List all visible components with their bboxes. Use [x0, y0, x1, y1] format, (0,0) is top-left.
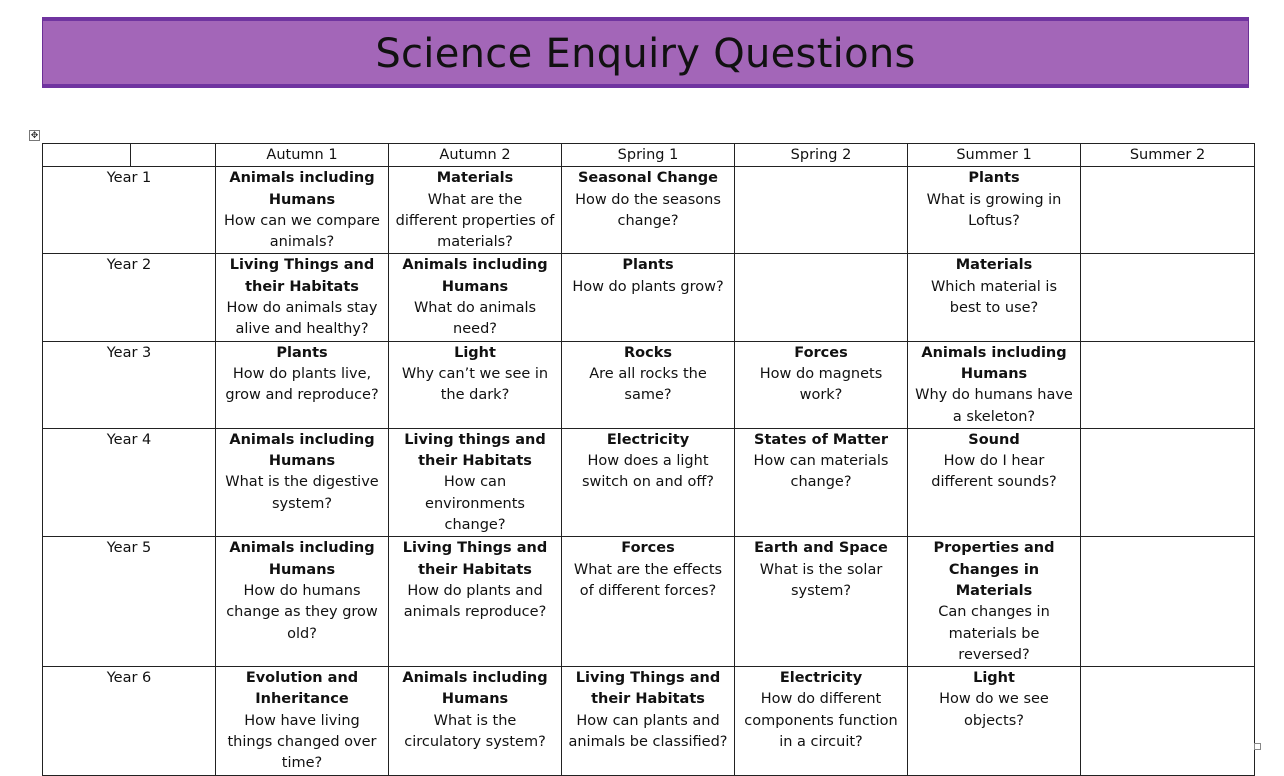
topic-title: Forces [794, 344, 848, 361]
enquiry-question: How can we compare animals? [224, 212, 380, 251]
topic-title: Animals including Humans [921, 344, 1067, 382]
enquiry-question: What is the digestive system? [225, 474, 379, 512]
table-row [43, 254, 1255, 341]
topic-cell [908, 428, 1081, 536]
table-row [43, 341, 1255, 428]
topic-title: Properties and Changes in Materials [933, 540, 1055, 599]
topic-title: Animals including Humans [229, 540, 375, 578]
enquiry-question: How have living things changed over time? [227, 712, 377, 772]
topic-title: Animals including Humans [402, 670, 548, 708]
topic-cell [908, 341, 1081, 428]
topic-cell [562, 667, 735, 775]
topic-title: Earth and Space [754, 540, 888, 557]
enquiry-question: How do magnets work? [759, 365, 883, 404]
topic-cell [389, 341, 562, 428]
topic-title: Plants [622, 257, 674, 274]
topic-cell [562, 341, 735, 428]
topic-cell [216, 537, 389, 667]
topic-cell [216, 254, 389, 341]
enquiry-question: Why can’t we see in the dark? [401, 365, 549, 404]
enquiry-question: Which material is best to use? [930, 278, 1058, 317]
topic-title: Rocks [624, 344, 672, 361]
enquiry-table [42, 143, 1255, 776]
topic-cell [562, 428, 735, 536]
topic-title: Plants [968, 170, 1020, 187]
topic-cell [562, 254, 735, 341]
year-label: Year 6 [43, 667, 216, 775]
topic-title: Electricity [606, 431, 690, 448]
term-header: Spring 1 [562, 144, 735, 167]
topic-title: Sound [968, 431, 1020, 448]
year-label: Year 2 [43, 254, 216, 341]
topic-cell [735, 537, 908, 667]
year-label: Year 5 [43, 537, 216, 667]
enquiry-question: How does a light switch on and off? [581, 453, 714, 491]
term-header: Autumn 2 [389, 144, 562, 167]
header-row [43, 144, 1255, 167]
topic-cell [216, 167, 389, 254]
topic-cell [735, 667, 908, 775]
enquiry-question: How do humans change as they grow old? [226, 582, 378, 642]
table-row [43, 537, 1255, 667]
topic-cell [1081, 341, 1255, 428]
enquiry-question: How do the seasons change? [575, 191, 721, 229]
topic-cell [1081, 428, 1255, 536]
term-header: Summer 1 [908, 144, 1081, 167]
topic-cell [1081, 254, 1255, 341]
topic-cell [562, 167, 735, 254]
term-header: Autumn 1 [216, 144, 389, 167]
topic-cell [1081, 167, 1255, 254]
enquiry-question: How do different components function in a circuit? [744, 691, 898, 751]
term-header: Summer 2 [1081, 144, 1255, 167]
topic-cell [389, 167, 562, 254]
topic-cell [389, 254, 562, 341]
topic-cell [735, 341, 908, 428]
enquiry-question: What are the different properties of materials? [395, 191, 555, 251]
topic-cell [908, 167, 1081, 254]
topic-cell [389, 428, 562, 536]
topic-title: Electricity [779, 670, 863, 687]
table-row [43, 667, 1255, 775]
enquiry-question: What is the circulatory system? [404, 712, 546, 751]
topic-title: Living Things and their Habitats [229, 257, 375, 295]
move-icon[interactable]: ✥ [30, 130, 39, 140]
topic-cell [908, 667, 1081, 775]
topic-title: Light [454, 344, 496, 361]
enquiry-question: What is growing in Loftus? [926, 191, 1062, 229]
topic-cell [562, 537, 735, 667]
topic-title: Plants [276, 344, 328, 361]
topic-cell [216, 667, 389, 775]
topic-title: Animals including Humans [402, 257, 548, 295]
resize-icon[interactable] [1254, 743, 1261, 750]
topic-cell [735, 428, 908, 536]
topic-title: Materials [436, 170, 514, 187]
topic-title: Animals including Humans [229, 431, 375, 470]
table-row [43, 167, 1255, 254]
topic-cell [908, 537, 1081, 667]
enquiry-question: How do plants live, grow and reproduce? [225, 365, 379, 404]
year-label: Year 4 [43, 428, 216, 536]
enquiry-question: How can environments change? [425, 474, 525, 534]
year-label: Year 1 [43, 167, 216, 254]
enquiry-question: How can materials change? [753, 453, 889, 491]
enquiry-question: How can plants and animals be classified? [568, 712, 728, 751]
enquiry-question: What do animals need? [413, 300, 537, 338]
enquiry-question: Can changes in materials be reversed? [938, 604, 1050, 663]
topic-title: Animals including Humans [229, 170, 375, 208]
enquiry-question: How do I hear different sounds? [931, 453, 1057, 491]
topic-title: Living things and their Habitats [404, 431, 546, 470]
topic-cell [389, 667, 562, 775]
topic-title: Forces [621, 540, 675, 557]
term-header: Spring 2 [735, 144, 908, 167]
topic-cell [1081, 537, 1255, 667]
title-banner [42, 17, 1249, 88]
enquiry-question: What are the effects of different forces? [573, 561, 723, 599]
enquiry-question: How do we see objects? [939, 691, 1049, 729]
topic-title: States of Matter [754, 431, 888, 448]
enquiry-question: What is the solar system? [759, 561, 883, 599]
header-corner-cell [43, 144, 131, 167]
topic-cell [389, 537, 562, 667]
topic-title: Living Things and their Habitats [575, 670, 721, 708]
page-title: Science Enquiry Questions [375, 30, 916, 77]
topic-cell [735, 167, 908, 254]
topic-title: Evolution and Inheritance [245, 670, 359, 708]
topic-title: Seasonal Change [577, 170, 719, 187]
enquiry-question: How do animals stay alive and healthy? [226, 300, 378, 338]
enquiry-question: How do plants and animals reproduce? [403, 582, 547, 621]
topic-cell [216, 428, 389, 536]
topic-cell [908, 254, 1081, 341]
topic-title: Living Things and their Habitats [402, 540, 548, 578]
header-corner-cell-2 [131, 144, 216, 167]
topic-cell [735, 254, 908, 341]
enquiry-question: Why do humans have a skeleton? [915, 387, 1073, 425]
topic-title: Light [973, 670, 1015, 687]
topic-title: Materials [955, 257, 1033, 274]
topic-cell [216, 341, 389, 428]
enquiry-question: How do plants grow? [572, 278, 724, 295]
topic-cell [1081, 667, 1255, 775]
year-label: Year 3 [43, 341, 216, 428]
enquiry-question: Are all rocks the same? [589, 365, 707, 404]
table-row [43, 428, 1255, 536]
